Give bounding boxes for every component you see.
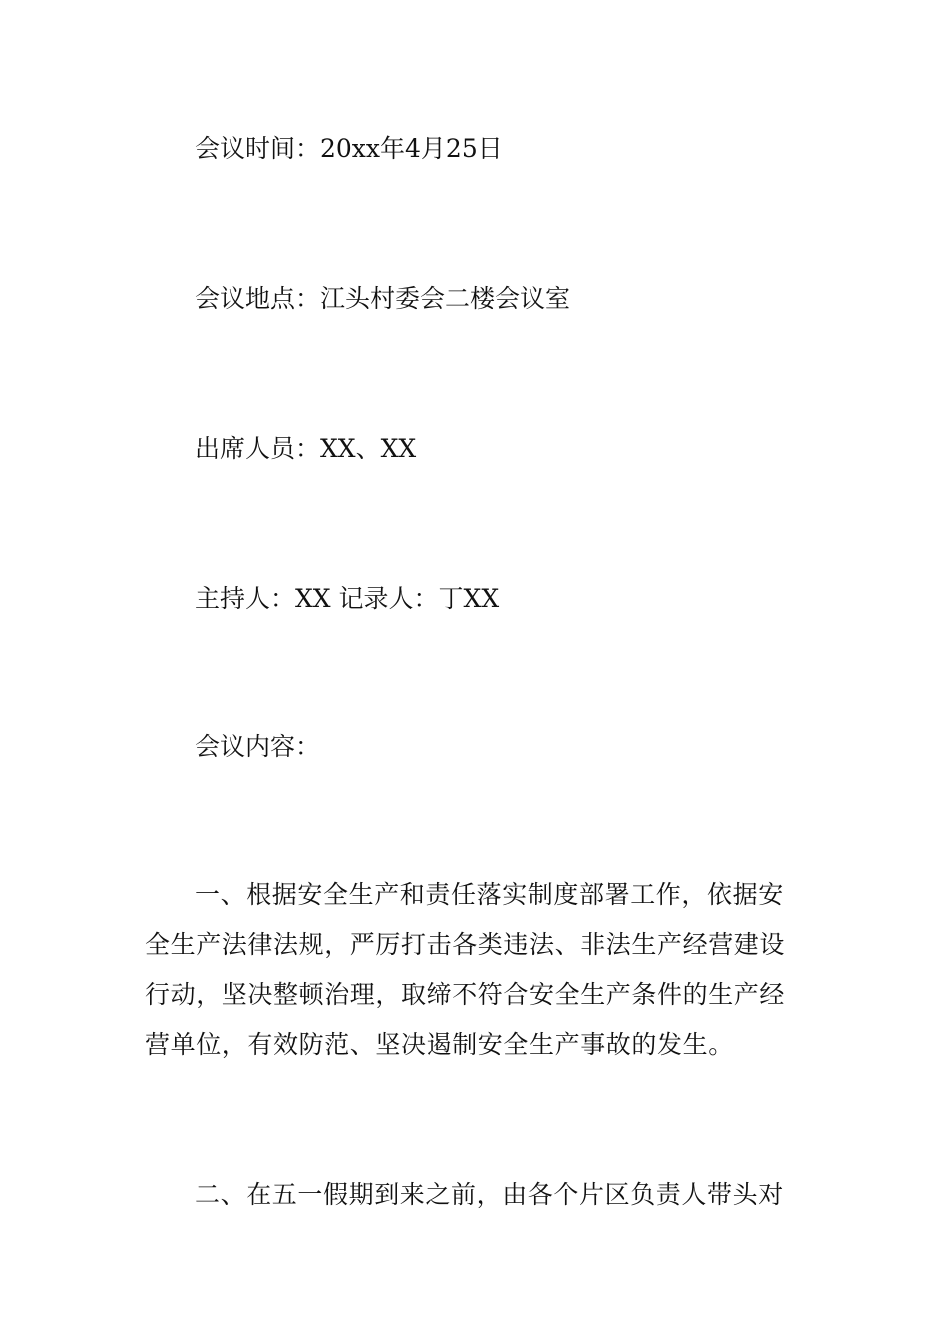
- meeting-content-heading: 会议内容：: [195, 732, 321, 761]
- paragraph-line: 全生产法律法规，严厉打击各类违法、非法生产经营建设: [145, 930, 786, 959]
- meeting-attendees: 出席人员：XX、XX: [195, 434, 417, 463]
- meeting-time: 会议时间：20xx年4月25日: [195, 134, 503, 163]
- paragraph-line: 营单位，有效防范、坚决遏制安全生产事故的发生。: [145, 1030, 734, 1059]
- paragraph-item-1: [145, 870, 810, 1070]
- meeting-host-recorder: 主持人：XX 记录人：丁XX: [195, 584, 500, 613]
- paragraph-line: 一、根据安全生产和责任落实制度部署工作，依据安: [195, 880, 784, 909]
- paragraph-line: 行动，坚决整顿治理，取缔不符合安全生产条件的生产经: [145, 980, 786, 1009]
- meeting-place: 会议地点：江头村委会二楼会议室: [195, 284, 571, 313]
- paragraph-line: 二、在五一假期到来之前，由各个片区负责人带头对: [195, 1180, 784, 1209]
- paragraph-item-2: [145, 1170, 810, 1220]
